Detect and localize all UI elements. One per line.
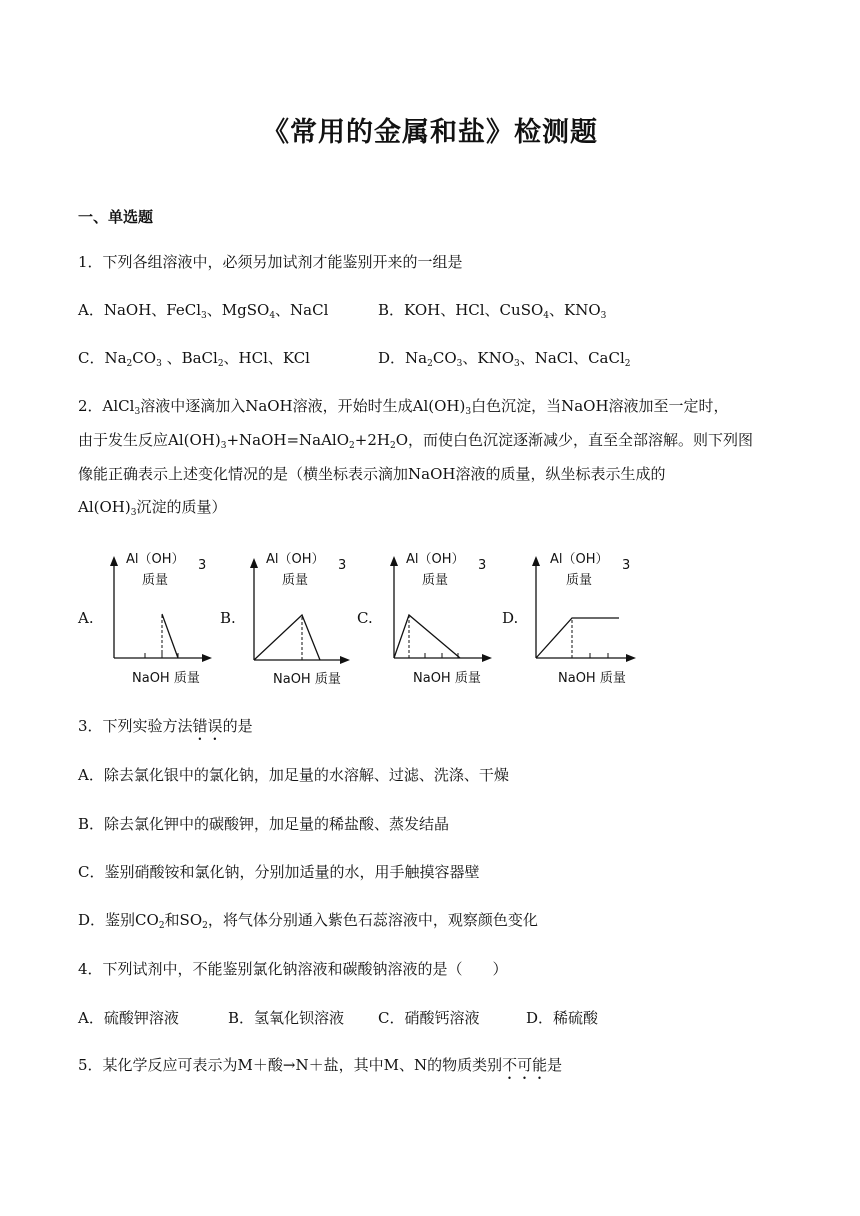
q2-graph-c-label: C. — [357, 609, 373, 627]
graph-xlabel: NaOH 质量 — [273, 672, 341, 687]
q1-stem: 1．下列各组溶液中，必须另加试剂才能鉴别开来的一组是 — [78, 253, 463, 271]
q4-option-b: B．氢氧化钡溶液 — [228, 1009, 345, 1027]
q2-graph-a — [100, 548, 220, 688]
q1-option-d: D．$Na_2CO_3$、$KNO_3$、NaCl、CaCl$_2$ — [378, 349, 631, 369]
q2-stem-line4: $Al(OH)_3$沉淀的质量） — [78, 498, 227, 518]
graph-ylabel: Al（OH） — [406, 552, 465, 567]
q2-graph-c — [380, 548, 500, 688]
page-title: 《常用的金属和盐》检测题 — [262, 117, 598, 148]
q3-option-a: A．除去氯化银中的氯化钠，加足量的水溶解、过滤、洗涤、干燥 — [78, 766, 509, 784]
y-axis-arrow — [532, 556, 540, 566]
curve — [162, 614, 178, 658]
q5-stem: 5．某化学反应可表示为M＋酸→N＋盐，其中M、N的物质类别不可能是 — [78, 1056, 563, 1074]
graph-ylabel-2: 质量 — [142, 573, 169, 588]
y-axis-arrow — [250, 558, 258, 568]
q2-stem-line3: 像能正确表示上述变化情况的是（横坐标表示滴加NaOH溶液的质量，纵坐标表示生成的 — [78, 465, 666, 483]
x-axis-arrow — [340, 656, 350, 664]
graph-ylabel-2: 质量 — [282, 573, 309, 588]
graph-ylabel-2: 质量 — [422, 573, 449, 588]
graph-ylabel: Al（OH） — [126, 552, 185, 567]
q3-stem: 3．下列实验方法错误的是 — [78, 717, 253, 735]
graph-ylabel-2: 质量 — [566, 573, 593, 588]
q4-option-a: A．硫酸钾溶液 — [78, 1009, 179, 1027]
y-axis-arrow — [390, 556, 398, 566]
x-axis-arrow — [482, 654, 492, 662]
x-axis-arrow — [626, 654, 636, 662]
q3-option-c: C．鉴别硝酸铵和氯化钠，分别加适量的水，用手触摸容器壁 — [78, 863, 480, 881]
q4-option-d: D．稀硫酸 — [526, 1009, 599, 1027]
q1-option-c: C．$Na_2CO_3$ 、BaCl$_2$、HCl、KCl — [78, 349, 310, 369]
q2-stem-line2: 由于发生反应$Al(OH)_3+NaOH=NaAlO_2+2H_2O$，而使白色沉淀逐渐减少，直至全部溶解。则下列图 — [78, 431, 754, 451]
graph-ylabel-sub: 3 — [198, 558, 207, 573]
q2-stem-line1: 2．AlCl$_3$溶液中逐滴加入NaOH溶液，开始时生成$Al(OH)_3$白色沉淀，当NaOH溶液加至一定时， — [78, 397, 729, 417]
q3-option-b: B．除去氯化钾中的碳酸钾，加足量的稀盐酸、蒸发结晶 — [78, 815, 450, 833]
y-axis-arrow — [110, 556, 118, 566]
q2-graph-a-label: A. — [78, 609, 94, 627]
q2-graph-b — [240, 548, 360, 688]
q2-graph-b-label: B. — [220, 609, 236, 627]
curve — [254, 615, 320, 660]
q1-option-a: A．NaOH、FeCl$_3$、MgSO$_4$、NaCl — [78, 301, 329, 321]
q4-stem: 4．下列试剂中，不能鉴别氯化钠溶液和碳酸钠溶液的是（ ） — [78, 960, 508, 978]
q4-option-c: C．硝酸钙溶液 — [378, 1009, 480, 1027]
graph-ylabel: Al（OH） — [550, 552, 609, 567]
graph-xlabel: NaOH 质量 — [132, 671, 200, 686]
q3-option-d: D．鉴别$CO_2$和$SO_2$，将气体分别通入紫色石蕊溶液中，观察颜色变化 — [78, 911, 538, 931]
graph-ylabel: Al（OH） — [266, 552, 325, 567]
curve — [536, 618, 619, 658]
graph-ylabel-sub: 3 — [338, 558, 347, 573]
graph-xlabel: NaOH 质量 — [558, 671, 626, 686]
section-heading: 一、单选题 — [78, 208, 154, 226]
graph-ylabel-sub: 3 — [622, 558, 631, 573]
q2-graph-d-label: D. — [502, 609, 519, 627]
curve — [394, 615, 460, 658]
q1-option-b: B．KOH、HCl、CuSO$_4$、$KNO_3$ — [378, 301, 607, 321]
x-axis-arrow — [202, 654, 212, 662]
q2-graph-d — [522, 548, 647, 688]
graph-ylabel-sub: 3 — [478, 558, 487, 573]
graph-xlabel: NaOH 质量 — [413, 671, 481, 686]
